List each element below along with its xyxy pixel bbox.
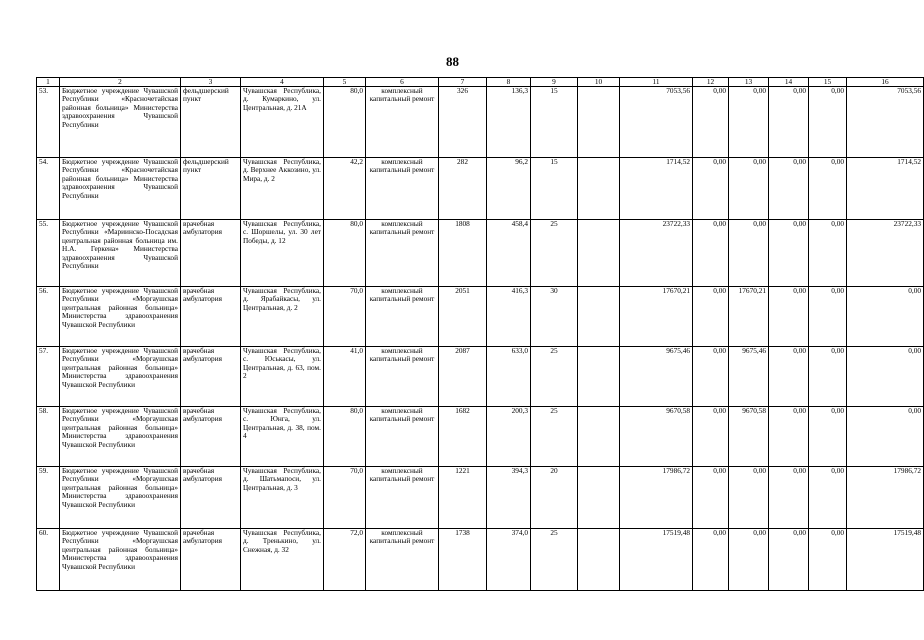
repair-type: комплексный капитальный ремонт [366,87,439,158]
cell-col-5: 80,0 [324,87,366,158]
cell-col-14: 0,00 [769,87,809,158]
cell-col-12: 0,00 [693,467,729,529]
institution-name: Бюджетное учреждение Чувашской Республики «Красночетайская районная больница» Министерства здравоохранения Чувашской Республики [60,87,181,158]
cell-col-5: 80,0 [324,220,366,287]
repair-type: комплексный капитальный ремонт [366,287,439,347]
column-number: 12 [693,78,729,87]
cell-col-11: 17986,72 [620,467,693,529]
column-number: 9 [531,78,578,87]
cell-col-14: 0,00 [769,158,809,220]
row-number: 54. [37,158,60,220]
column-number: 16 [847,78,924,87]
cell-col-5: 41,0 [324,347,366,407]
cell-col-8: 633,0 [487,347,531,407]
cell-col-16: 0,00 [847,407,924,467]
institution-name: Бюджетное учреждение Чувашской Республики «Красночетайская районная больница» Министерства здравоохранения Чувашской Республики [60,158,181,220]
cell-col-12: 0,00 [693,158,729,220]
cell-col-11: 9670,58 [620,407,693,467]
institution-name: Бюджетное учреждение Чувашской Республики «Моргаушская центральная районная больница» Министерства здравоохранения Чувашской Республики [60,529,181,591]
cell-col-13: 0,00 [729,87,769,158]
repair-type: комплексный капитальный ремонт [366,529,439,591]
cell-col-9: 20 [531,467,578,529]
cell-col-16: 0,00 [847,287,924,347]
cell-col-16: 1714,52 [847,158,924,220]
cell-col-9: 15 [531,87,578,158]
cell-col-12: 0,00 [693,347,729,407]
cell-col-13: 9670,58 [729,407,769,467]
cell-col-8: 374,0 [487,529,531,591]
cell-col-7: 2051 [439,287,487,347]
cell-col-8: 416,3 [487,287,531,347]
column-number: 13 [729,78,769,87]
cell-col-15: 0,00 [809,529,847,591]
cell-col-10 [578,87,620,158]
facility-address: Чувашская Республика, д. Тренькино, ул. Снежная, д. 32 [241,529,324,591]
cell-col-7: 2087 [439,347,487,407]
cell-col-5: 70,0 [324,287,366,347]
repair-type: комплексный капитальный ремонт [366,347,439,407]
institution-name: Бюджетное учреждение Чувашской Республики «Моргаушская центральная районная больница» Министерства здравоохранения Чувашской Республики [60,467,181,529]
facility-address: Чувашская Республика, д. Ярабайкасы, ул. Центральная, д. 2 [241,287,324,347]
cell-col-11: 9675,46 [620,347,693,407]
cell-col-11: 17670,21 [620,287,693,347]
table-row [37,529,924,591]
cell-col-14: 0,00 [769,220,809,287]
cell-col-5: 80,0 [324,407,366,467]
cell-col-15: 0,00 [809,158,847,220]
cell-col-16: 17986,72 [847,467,924,529]
table-row [37,287,924,347]
column-number: 2 [60,78,181,87]
cell-col-8: 394,3 [487,467,531,529]
column-number: 8 [487,78,531,87]
cell-col-15: 0,00 [809,87,847,158]
facility-type: фельдшерский пункт [181,158,241,220]
cell-col-7: 1682 [439,407,487,467]
cell-col-13: 0,00 [729,467,769,529]
facility-type: фельдшерский пункт [181,87,241,158]
cell-col-7: 1738 [439,529,487,591]
cell-col-15: 0,00 [809,407,847,467]
row-number: 55. [37,220,60,287]
cell-col-14: 0,00 [769,407,809,467]
institution-name: Бюджетное учреждение Чувашской Республики «Мариинско-Посадская центральная районная больница им. Н.А. Геркена» Министерства здравоохранения Чувашской Республики [60,220,181,287]
cell-col-9: 25 [531,529,578,591]
facility-type: врачебная амбулатория [181,220,241,287]
cell-col-16: 7053,56 [847,87,924,158]
cell-col-10 [578,407,620,467]
table-row [37,467,924,529]
cell-col-16: 17519,48 [847,529,924,591]
cell-col-10 [578,158,620,220]
cell-col-14: 0,00 [769,347,809,407]
facilities-table [36,77,924,591]
repair-type: комплексный капитальный ремонт [366,407,439,467]
facility-type: врачебная амбулатория [181,407,241,467]
institution-name: Бюджетное учреждение Чувашской Республики «Моргаушская центральная районная больница» Министерства здравоохранения Чувашской Республики [60,347,181,407]
cell-col-15: 0,00 [809,467,847,529]
cell-col-7: 1221 [439,467,487,529]
row-number: 60. [37,529,60,591]
cell-col-14: 0,00 [769,287,809,347]
cell-col-12: 0,00 [693,529,729,591]
cell-col-5: 72,0 [324,529,366,591]
row-number: 56. [37,287,60,347]
column-number: 1 [37,78,60,87]
cell-col-10 [578,220,620,287]
cell-col-9: 15 [531,158,578,220]
cell-col-12: 0,00 [693,287,729,347]
facility-address: Чувашская Республика, с. Шоршелы, ул. 30 лет Победы, д. 12 [241,220,324,287]
column-number: 10 [578,78,620,87]
facility-type: врачебная амбулатория [181,529,241,591]
cell-col-9: 30 [531,287,578,347]
cell-col-12: 0,00 [693,407,729,467]
cell-col-13: 0,00 [729,529,769,591]
cell-col-12: 0,00 [693,220,729,287]
row-number: 58. [37,407,60,467]
cell-col-15: 0,00 [809,347,847,407]
cell-col-5: 70,0 [324,467,366,529]
facility-address: Чувашская Республика, д. Шатьмапоси, ул. Центральная, д. 3 [241,467,324,529]
cell-col-8: 200,3 [487,407,531,467]
facility-address: Чувашская Республика, д. Верхнее Аккозино, ул. Мира, д. 2 [241,158,324,220]
cell-col-10 [578,529,620,591]
column-number: 3 [181,78,241,87]
cell-col-8: 458,4 [487,220,531,287]
cell-col-14: 0,00 [769,467,809,529]
cell-col-15: 0,00 [809,287,847,347]
cell-col-7: 1808 [439,220,487,287]
column-number: 4 [241,78,324,87]
cell-col-12: 0,00 [693,87,729,158]
table-row [37,407,924,467]
row-number: 57. [37,347,60,407]
cell-col-9: 25 [531,220,578,287]
column-number: 6 [366,78,439,87]
row-number: 59. [37,467,60,529]
repair-type: комплексный капитальный ремонт [366,220,439,287]
column-number: 15 [809,78,847,87]
cell-col-5: 42,2 [324,158,366,220]
table-row [37,220,924,287]
cell-col-8: 96,2 [487,158,531,220]
facility-type: врачебная амбулатория [181,287,241,347]
cell-col-13: 0,00 [729,158,769,220]
cell-col-9: 25 [531,407,578,467]
table-row [37,347,924,407]
institution-name: Бюджетное учреждение Чувашской Республики «Моргаушская центральная районная больница» Министерства здравоохранения Чувашской Республики [60,407,181,467]
page-number: 88 [446,54,459,69]
cell-col-10 [578,347,620,407]
table-row [37,158,924,220]
cell-col-10 [578,467,620,529]
cell-col-16: 0,00 [847,347,924,407]
facility-type: врачебная амбулатория [181,467,241,529]
facility-address: Чувашская Республика, с. Юськасы, ул. Центральная, д. 63, пом. 2 [241,347,324,407]
column-number: 11 [620,78,693,87]
cell-col-14: 0,00 [769,529,809,591]
cell-col-7: 282 [439,158,487,220]
cell-col-7: 326 [439,87,487,158]
facility-address: Чувашская Республика, с. Юнга, ул. Центральная, д. 38, пом. 4 [241,407,324,467]
column-number: 5 [324,78,366,87]
repair-type: комплексный капитальный ремонт [366,467,439,529]
cell-col-13: 9675,46 [729,347,769,407]
cell-col-10 [578,287,620,347]
facility-address: Чувашская Республика, д. Кумаркино, ул. Центральная, д. 21А [241,87,324,158]
cell-col-11: 7053,56 [620,87,693,158]
row-number: 53. [37,87,60,158]
institution-name: Бюджетное учреждение Чувашской Республики «Моргаушская центральная районная больница» Министерства здравоохранения Чувашской Республики [60,287,181,347]
cell-col-15: 0,00 [809,220,847,287]
cell-col-9: 25 [531,347,578,407]
facility-type: врачебная амбулатория [181,347,241,407]
cell-col-11: 1714,52 [620,158,693,220]
cell-col-11: 23722,33 [620,220,693,287]
column-number: 14 [769,78,809,87]
cell-col-16: 23722,33 [847,220,924,287]
cell-col-8: 136,3 [487,87,531,158]
cell-col-11: 17519,48 [620,529,693,591]
cell-col-13: 17670,21 [729,287,769,347]
table-row [37,87,924,158]
repair-type: комплексный капитальный ремонт [366,158,439,220]
column-number: 7 [439,78,487,87]
cell-col-13: 0,00 [729,220,769,287]
